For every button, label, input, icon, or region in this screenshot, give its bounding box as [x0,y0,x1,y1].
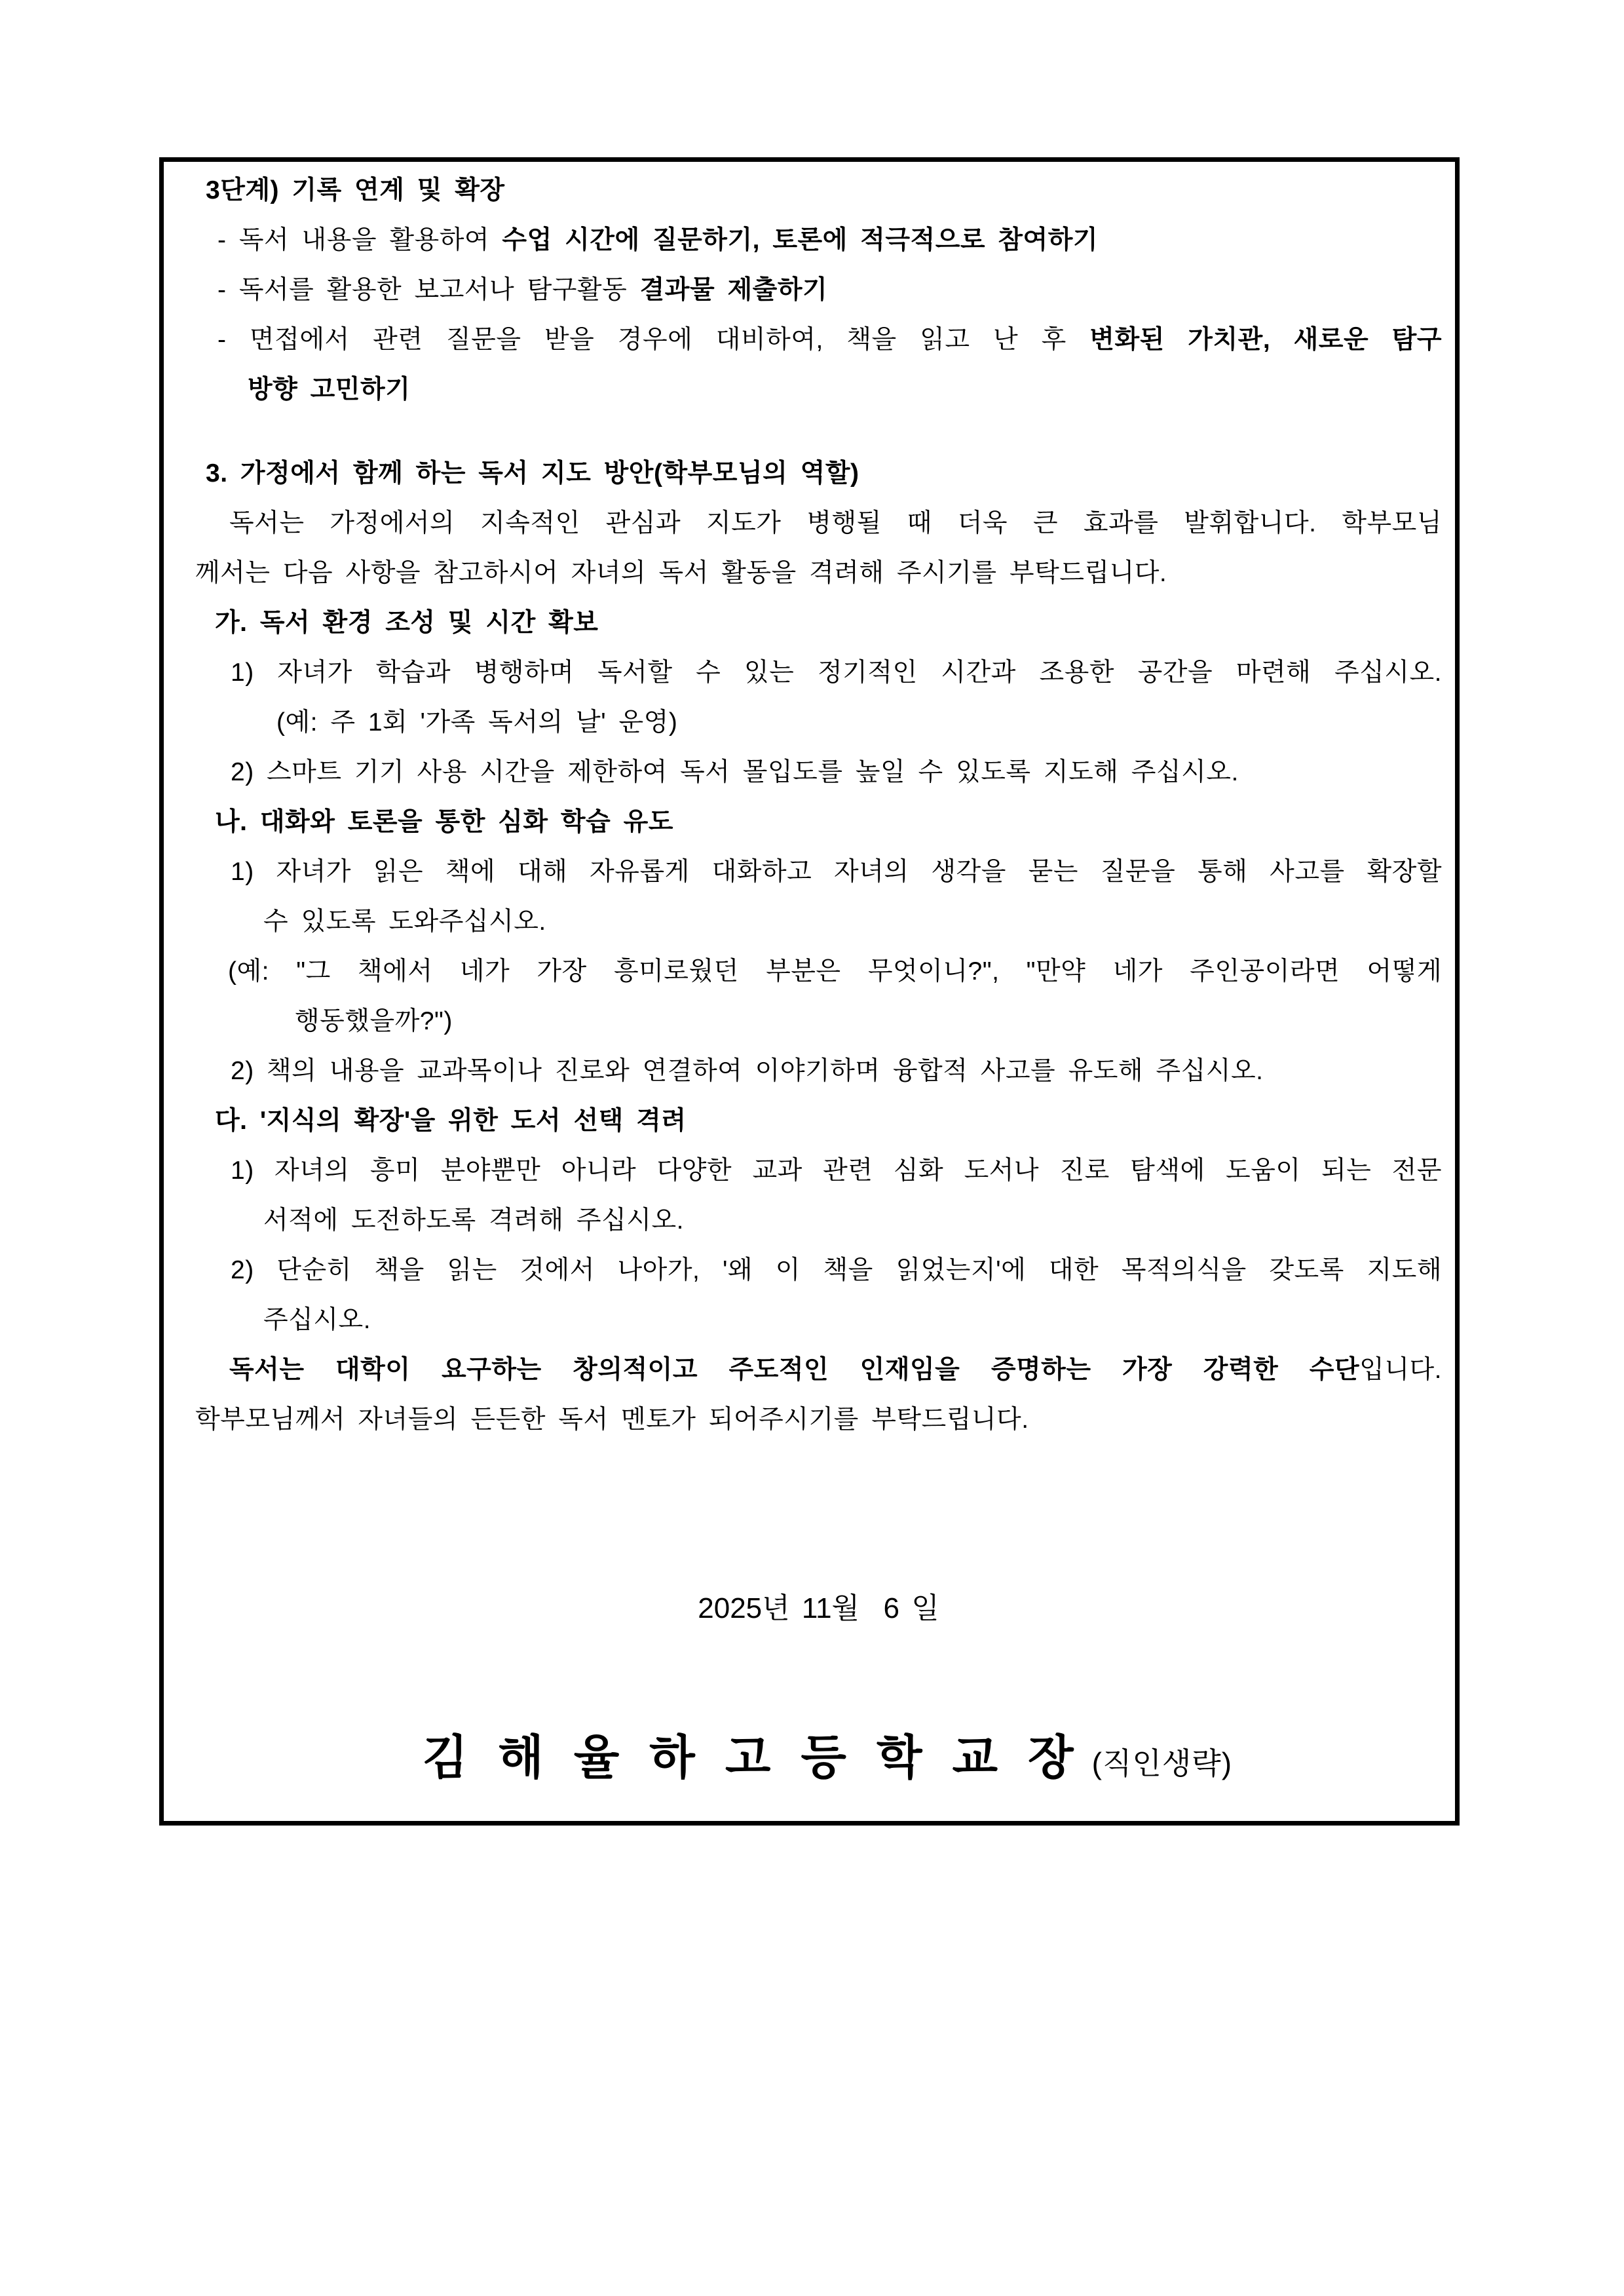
text-segment: 1) 자녀의 흥미 분야뿐만 아니라 다양한 교과 관련 심화 도서나 진로 탐색에 도움이 되는 전문 [231,1157,1442,1185]
closing-line-1 [195,1345,1442,1395]
ga-item-1 [195,648,1442,698]
bold-text-segment: 다. '지식의 확장'을 위한 도서 선택 격려 [215,1107,687,1135]
bold-text-segment: 가. 독서 환경 조성 및 시간 확보 [215,609,599,637]
na-item-1-example-cont [195,997,1442,1046]
text-segment: 수 있도록 도와주십시오. [263,908,546,936]
principal-signature: 김 해 율 하 고 등 학 교 장 [422,1732,1075,1784]
signature-line [195,1648,1442,1881]
text-segment: (예: 주 1회 '가족 독서의 날' 운영) [276,708,678,737]
text-segment: - 면접에서 관련 질문을 받을 경우에 대비하여, 책을 읽고 난 후 [217,326,1090,354]
step3-item-2 [195,265,1442,315]
na-item-1-example [195,947,1442,997]
text-segment: 학부모님께서 자녀들의 든든한 독서 멘토가 되어주시기를 부탁드립니다. [195,1406,1029,1434]
section-3-heading [195,449,1442,499]
da-item-1 [195,1146,1442,1196]
step3-heading [195,166,1442,216]
text-segment: (예: "그 책에서 네가 가장 흥미로웠던 부분은 무엇이니?", "만약 네가 주인공이라면 어떻게 [228,957,1442,985]
ga-item-1-example [195,698,1442,748]
bold-text-segment: 결과물 제출하기 [639,276,828,304]
bold-text-segment: 3. 가정에서 함께 하는 독서 지도 방안(학부모님의 역할) [206,459,859,488]
bold-text-segment: 3단계) 기록 연계 및 확장 [206,176,505,204]
bold-text-segment: 방향 고민하기 [248,375,411,404]
text-segment: 독서는 가정에서의 지속적인 관심과 지도가 병행될 때 더욱 큰 효과를 발휘합니다. 학부모님 [229,509,1442,537]
text-segment: - 독서 내용을 활용하여 [217,226,502,254]
da-item-2-cont [195,1295,1442,1345]
step3-item-3-cont [195,365,1442,415]
text-segment: 1) 자녀가 학습과 병행하며 독서할 수 있는 정기적인 시간과 조용한 공간을 마련해 주십시오. [231,659,1442,687]
closing-line-2 [195,1395,1442,1445]
text-segment: 께서는 다음 사항을 참고하시어 자녀의 독서 활동을 격려해 주시기를 부탁드립니다. [195,559,1167,587]
step3-item-3 [195,315,1442,365]
da-item-1-cont [195,1196,1442,1246]
notice-body [195,166,1442,1445]
text-segment: - 독서를 활용한 보고서나 탐구활동 [217,276,640,304]
text-segment: 1) 자녀가 읽은 책에 대해 자유롭게 대화하고 자녀의 생각을 묻는 질문을 통해 사고를 확장할 [231,858,1442,886]
intro-line-1 [195,499,1442,548]
da-item-2 [195,1246,1442,1295]
text-segment: 2) 스마트 기기 사용 시간을 제한하여 독서 몰입도를 높일 수 있도록 지도해 주십시오. [231,758,1239,786]
step3-item-1 [195,216,1442,265]
bold-text-segment: 나. 대화와 토론을 통한 심화 학습 유도 [215,808,673,836]
ga-item-2 [195,748,1442,797]
text-segment: 2) 단순히 책을 읽는 것에서 나아가, '왜 이 책을 읽었는지'에 대한 목적의식을 갖도록 지도해 [231,1256,1442,1284]
na-item-1 [195,847,1442,897]
text-segment: 행동했을까?") [295,1007,453,1035]
text-segment: 주십시오. [263,1306,371,1334]
bold-text-segment: 변화된 가치관, 새로운 탐구 [1089,326,1442,354]
na-item-1-cont [195,897,1442,947]
bold-text-segment: 수업 시간에 질문하기, 토론에 적극적으로 참여하기 [502,226,1099,254]
notice-border-box [159,157,1460,1826]
text-segment: 2) 책의 내용을 교과목이나 진로와 연결하여 이야기하며 융합적 사고를 유도해 주십시오. [231,1057,1264,1085]
intro-line-2 [195,548,1442,598]
sub-da-heading [195,1096,1442,1146]
sub-ga-heading [195,598,1442,648]
text-segment: 입니다. [1359,1356,1442,1384]
bold-text-segment: 독서는 대학이 요구하는 창의적이고 주도적인 인재임을 증명하는 가장 강력한 수단 [229,1356,1360,1384]
date-line: 2025년 11월 6 일 [698,1592,939,1624]
text-segment: 서적에 도전하도록 격려해 주십시오. [263,1206,684,1234]
seal-omitted-note: (직인생략) [1091,1746,1233,1780]
na-item-2 [195,1046,1442,1096]
sub-na-heading [195,797,1442,847]
